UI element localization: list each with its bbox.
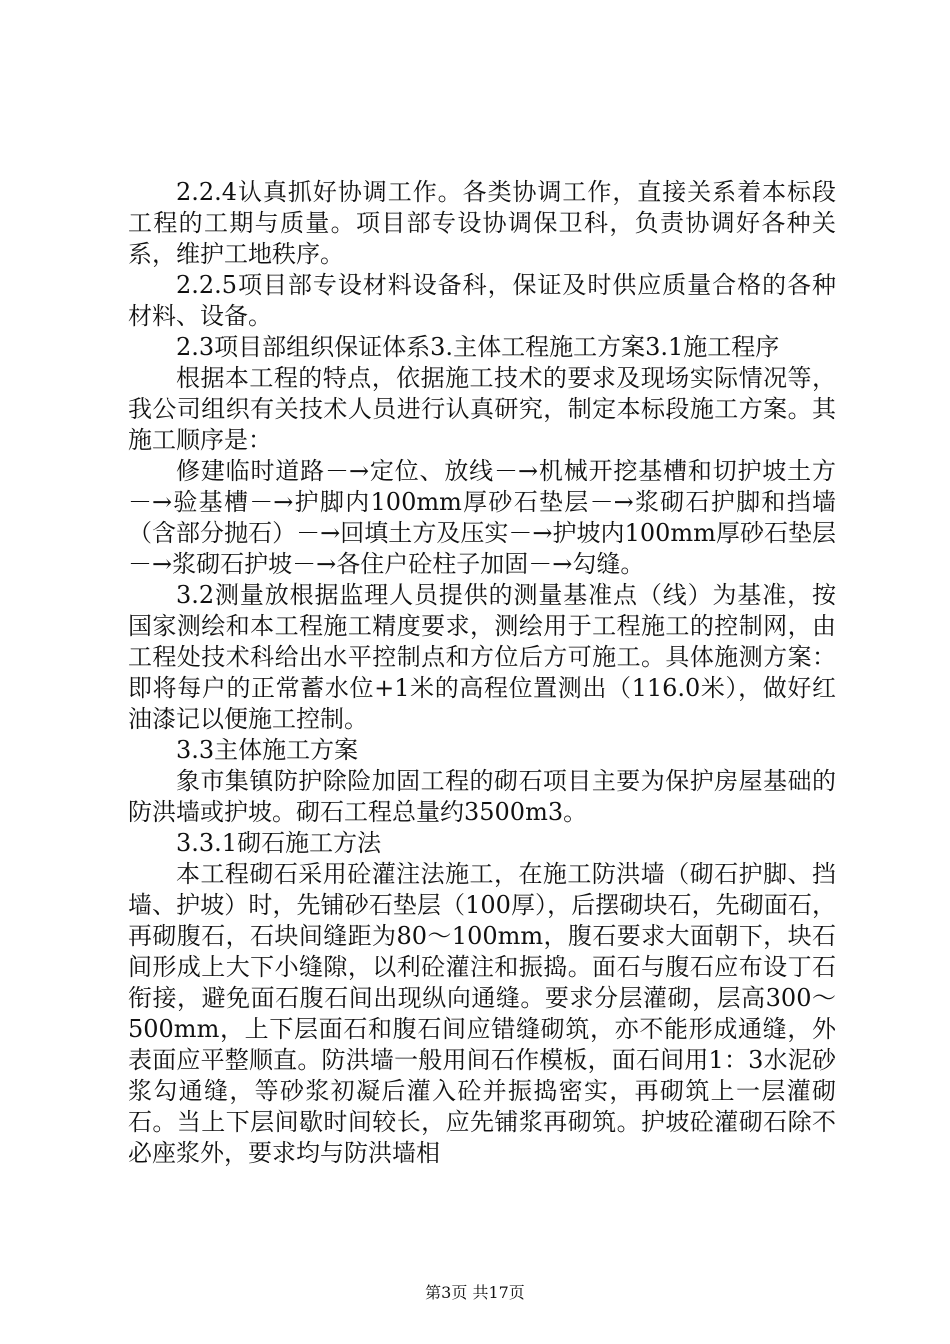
paragraph: 根据本工程的特点，依据施工技术的要求及现场实际情况等，我公司组织有关技术人员进行认真研究，制定本标段施工方案。其施工顺序是：: [128, 364, 836, 454]
section-heading: 3.3.1砌石施工方法: [176, 829, 382, 857]
document-body: [128, 177, 836, 1169]
paragraph: 2.2.5项目部专设材料设备科，保证及时供应质量合格的各种材料、设备。: [128, 271, 836, 330]
paragraph: 修建临时道路－→定位、放线－→机械开挖基槽和切护坡土方－→验基槽－→护脚内100mm厚砂石垫层－→浆砌石护脚和挡墙（含部分抛石）－→回填土方及压实－→护坡内100mm厚砂石垫层－→浆砌石护坡－→各住户砼柱子加固－→勾缝。: [128, 457, 836, 578]
paragraph: 3.2测量放根据监理人员提供的测量基准点（线）为基准，按国家测绘和本工程施工精度要求，测绘用于工程施工的控制网，由工程处技术科给出水平控制点和方位后方可施工。具体施测方案：即将每户的正常蓄水位+1米的高程位置测出（116.0米），做好红油漆记以便施工控制。: [128, 581, 836, 733]
paragraph: 2.2.4认真抓好协调工作。各类协调工作，直接关系着本标段工程的工期与质量。项目部专设协调保卫科，负责协调好各种关系，维护工地秩序。: [128, 178, 836, 268]
paragraph: 2.3项目部组织保证体系3.主体工程施工方案3.1施工程序: [176, 333, 780, 361]
paragraph: 本工程砌石采用砼灌注法施工，在施工防洪墙（砌石护脚、挡墙、护坡）时，先铺砂石垫层（100厚），后摆砌块石，先砌面石，再砌腹石，石块间缝距为80～100mm，腹石要求大面朝下，块石间形成上大下小缝隙，以利砼灌注和振捣。面石与腹石应布设丁石衔接，避免面石腹石间出现纵向通缝。要求分层灌砌，层高300～500mm，上下层面石和腹石间应错缝砌筑，亦不能形成通缝，外表面应平整顺直。防洪墙一般用间石作模板，面石间用1：3水泥砂浆勾通缝，等砂浆初凝后灌入砼并振捣密实，再砌筑上一层灌砌石。当上下层间歇时间较长，应先铺浆再砌筑。护坡砼灌砌石除不必座浆外，要求均与防洪墙相: [128, 860, 836, 1167]
section-heading: 3.3主体施工方案: [176, 736, 359, 764]
paragraph: 象市集镇防护除险加固工程的砌石项目主要为保护房屋基础的防洪墙或护坡。砌石工程总量约3500m3。: [128, 767, 836, 826]
page-footer: 第3页 共17页: [425, 1283, 525, 1302]
